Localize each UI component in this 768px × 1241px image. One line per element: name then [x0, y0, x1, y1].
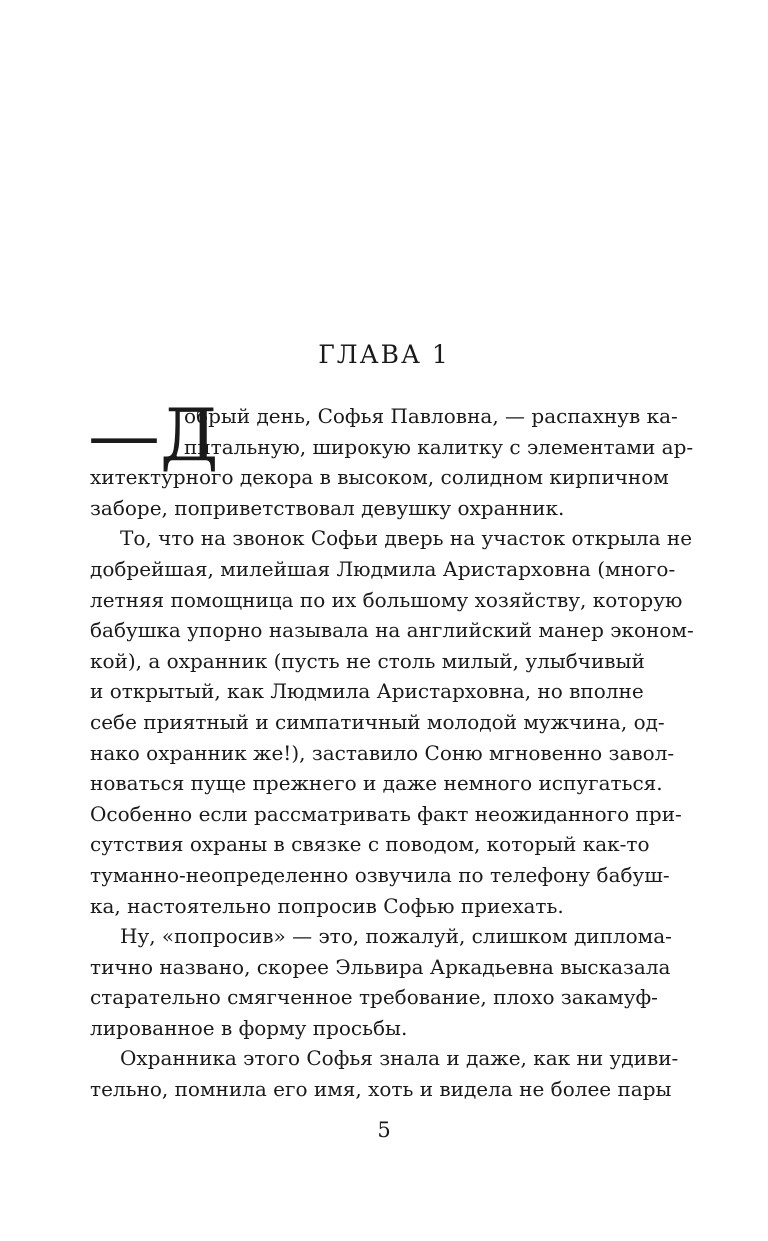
text-line: То, что на звонок Софьи дверь на участок открыла не — [120, 526, 693, 551]
drop-cap: —Д — [88, 393, 219, 477]
text-line: и открытый, как Людмила Аристарховна, но вполне — [90, 679, 644, 704]
text-line: Особенно если рассматривать факт неожиданного при- — [90, 801, 682, 826]
text-line: старательно смягченное требование, плохо закамуф- — [90, 985, 658, 1010]
text-line: сутствия охраны в связке с поводом, который как-то — [90, 832, 650, 857]
text-line: туманно-неопределенно озвучила по телефону бабуш- — [90, 862, 670, 887]
text-line: тельно, помнила его имя, хоть и видела не более пары — [90, 1077, 672, 1102]
text-line: нако охранник же!), заставило Соню мгновенно завол- — [90, 740, 675, 765]
text-line: себе приятный и симпатичный молодой мужчина, од- — [90, 709, 665, 734]
text-line: новаться пуще прежнего и даже немного испугаться. — [90, 771, 663, 796]
chapter-title: ГЛАВА 1 — [318, 340, 450, 369]
text-line: лированное в форму просьбы. — [90, 1015, 408, 1040]
text-line: летняя помощница по их большому хозяйству, которую — [90, 587, 683, 612]
text-line: Охранника этого Софья знала и даже, как ни удиви- — [120, 1046, 679, 1071]
text-line: добрейшая, милейшая Людмила Аристарховна (много- — [90, 556, 676, 581]
text-line: ка, настоятельно попросив Софью приехать. — [90, 893, 564, 918]
text-line: тично названо, скорее Эльвира Аркадьевна высказала — [90, 954, 671, 979]
text-line: обрый день, Софья Павловна, — распахнув ка- — [184, 404, 678, 428]
body-text — [88, 393, 694, 1105]
page-number: 5 — [377, 1118, 391, 1142]
text-line: кой), а охранник (пусть не столь милый, улыбчивый — [90, 648, 645, 673]
text-line: хитектурного декора в высоком, солидном кирпичном — [90, 465, 669, 490]
text-line: бабушка упорно называла на английский манер эконом- — [90, 618, 694, 643]
text-line: Ну, «попросив» — это, пожалуй, слишком диплома- — [120, 924, 672, 949]
text-line: заборе, поприветствовал девушку охранник. — [90, 495, 565, 520]
text-line: питальную, широкую калитку с элементами ар- — [184, 434, 694, 459]
